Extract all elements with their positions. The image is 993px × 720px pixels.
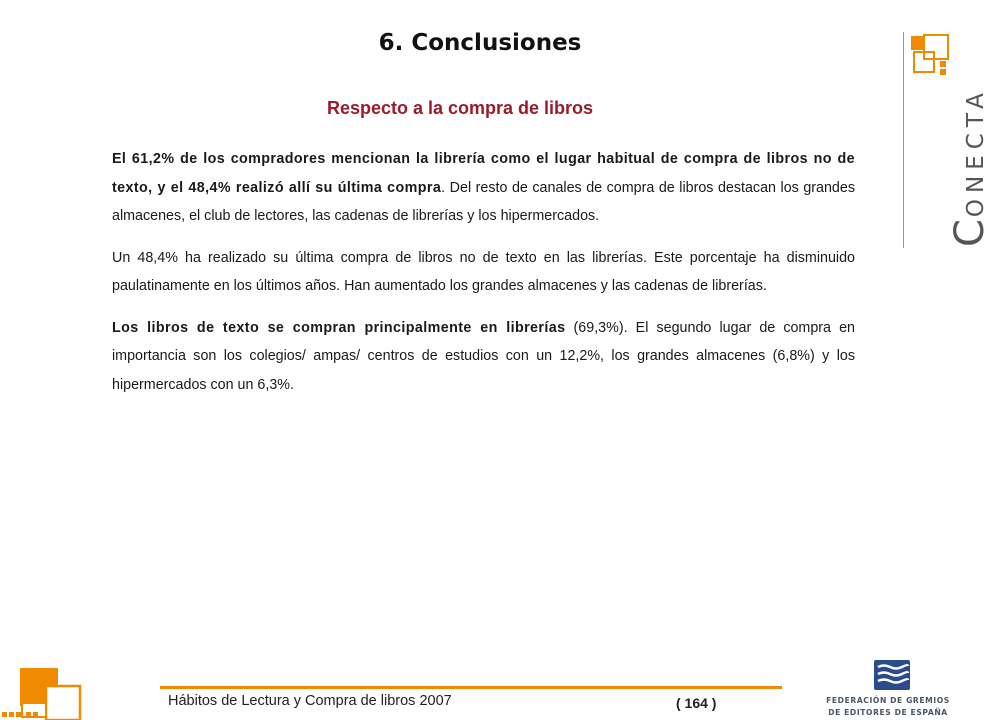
- publisher-name-line1: FEDERACIÓN DE GREMIOS: [826, 696, 950, 705]
- page-number: ( 164 ): [676, 695, 717, 711]
- paragraph-3: [112, 314, 855, 400]
- footer-logo-icon: [0, 664, 82, 720]
- paragraph-1-bold: El 61,2% de los compradores mencionan la librería como el lugar habitual de compra de libros no de texto, y el 48,4% realizó allí su última compra: [112, 151, 855, 196]
- logo-letters: ONECTA: [963, 87, 989, 218]
- page-title: 6. Conclusiones: [378, 30, 582, 56]
- paragraph-3-bold: Los libros de texto se compran principalmente en librerías: [112, 319, 566, 336]
- body-text: [112, 145, 855, 412]
- publisher-name-line2: DE EDITORES DE ESPAÑA: [828, 708, 948, 717]
- conecta-logo: [902, 32, 993, 254]
- paragraph-2: [112, 244, 855, 301]
- publisher-emblem-icon: [874, 660, 910, 690]
- paragraph-3-text: (69,3%). El segundo lugar de compra en importancia son los colegios/ ampas/ centros de estudios con un 12,2%, los grandes almacenes (6,8%) y los hipermercados con un 6,3%.: [112, 319, 855, 393]
- paragraph-1: [112, 145, 855, 231]
- paragraph-2-text: Un 48,4% ha realizado su última compra de libros no de texto en las librerías. Este porcentaje ha disminuido paulatinamente en los últimos años. Han aumentado los grandes almacenes y las cadenas de librerías.: [112, 249, 855, 294]
- logo-initial: C: [947, 217, 993, 247]
- section-subtitle: Respecto a la compra de libros: [326, 98, 594, 118]
- footer-report-title: Hábitos de Lectura y Compra de libros 2007: [168, 693, 452, 709]
- publisher-logo: [822, 660, 954, 718]
- logo-squares-icon: [902, 32, 952, 82]
- paragraph-1-text: . Del resto de canales de compra de libros destacan los grandes almacenes, el club de lectores, las cadenas de librerías y los hipermercados.: [112, 179, 855, 224]
- footer-divider: [160, 686, 782, 689]
- logo-wordmark: [947, 87, 993, 247]
